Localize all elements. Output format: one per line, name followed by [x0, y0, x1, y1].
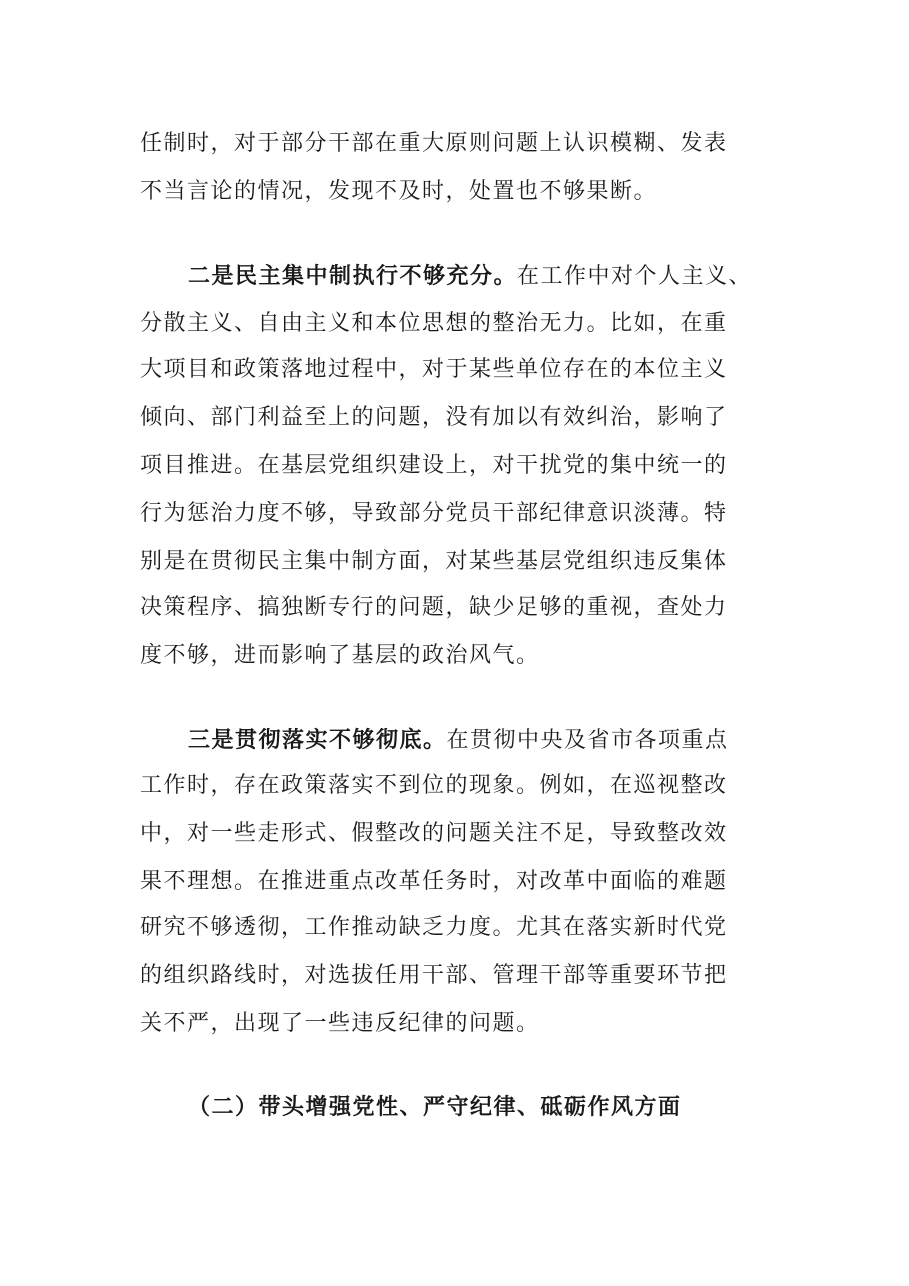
paragraph-line: 果不理想。在推进重点改革任务时，对改革中面临的难题 [140, 869, 728, 894]
section-heading: （二）带头增强党性、严守纪律、砥砺作风方面 [188, 1094, 682, 1120]
paragraph-lead: 三是贯彻落实不够彻底。 [188, 727, 447, 753]
paragraph-line: 决策程序、搞独断专行的问题，缺少足够的重视，查处力 [140, 595, 728, 620]
paragraph-first-line [188, 720, 729, 760]
paragraph-line: 任制时，对于部分干部在重大原则问题上认识模糊、发表 [140, 131, 728, 156]
paragraph-line: 倾向、部门利益至上的问题，没有加以有效纠治，影响了 [140, 405, 728, 430]
paragraph-text: 在工作中对个人主义、 [517, 264, 753, 289]
paragraph-lead: 二是民主集中制执行不够充分。 [188, 263, 518, 289]
paragraph-line: 别是在贯彻民主集中制方面，对某些基层党组织违反集体 [140, 549, 728, 574]
paragraph-line: 中，对一些走形式、假整改的问题关注不足，导致整改效 [140, 821, 728, 846]
paragraph-text: 在贯彻中央及省市各项重点 [446, 728, 729, 753]
paragraph-line: 大项目和政策落地过程中，对于某些单位存在的本位主义 [140, 357, 728, 382]
paragraph-line: 项目推进。在基层党组织建设上，对干扰党的集中统一的 [140, 453, 728, 478]
paragraph-first-line [188, 256, 752, 296]
paragraph-line: 行为惩治力度不够，导致部分党员干部纪律意识淡薄。特 [140, 501, 728, 526]
paragraph-line: 度不够，进而影响了基层的政治风气。 [140, 643, 540, 668]
paragraph-line: 关不严，出现了一些违反纪律的问题。 [140, 1011, 540, 1036]
paragraph-line: 研究不够透彻，工作推动缺乏力度。尤其在落实新时代党 [140, 915, 728, 940]
paragraph-line: 不当言论的情况，发现不及时，处置也不够果断。 [140, 179, 658, 204]
paragraph-line: 的组织路线时，对选拔任用干部、管理干部等重要环节把 [140, 963, 728, 988]
paragraph-line: 分散主义、自由主义和本位思想的整治无力。比如，在重 [140, 311, 728, 336]
paragraph-line: 工作时，存在政策落实不到位的现象。例如，在巡视整改 [140, 773, 728, 798]
